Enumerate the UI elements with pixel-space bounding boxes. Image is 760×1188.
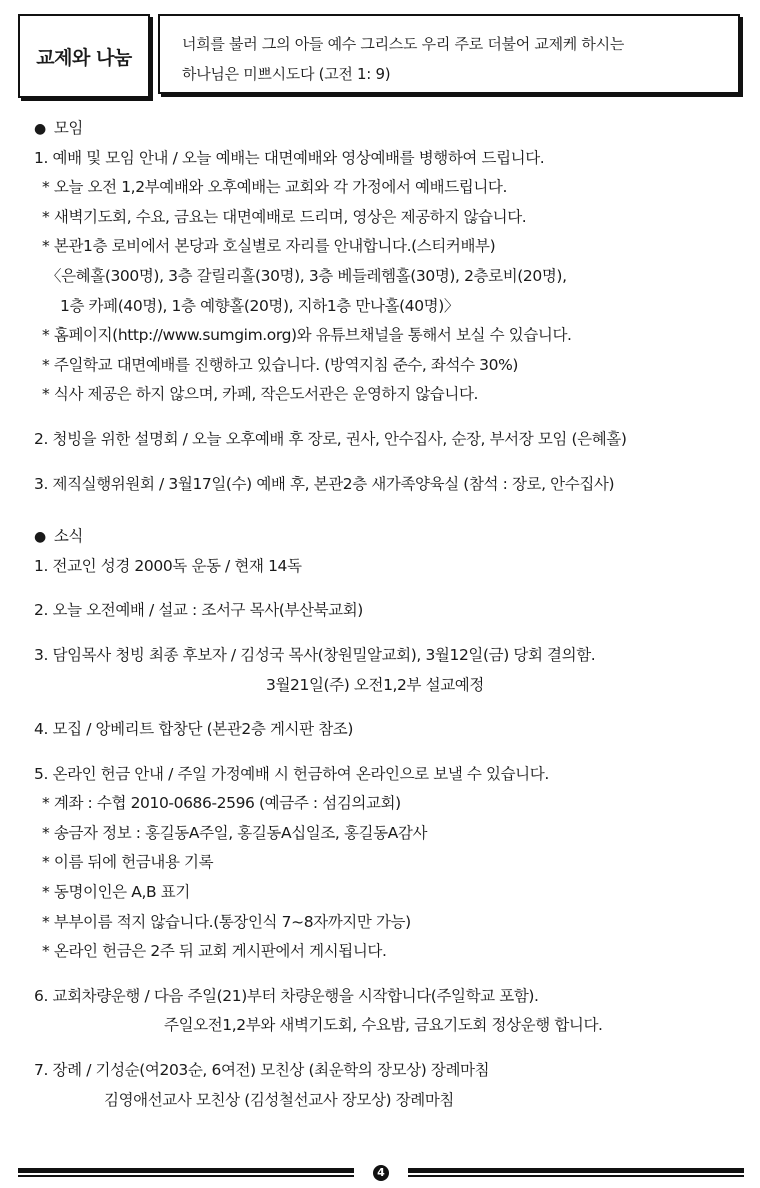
section-title: 교제와 나눔 <box>18 14 150 98</box>
header <box>18 14 744 98</box>
news-note: * 송금자 정보 : 홍길동A주일, 홍길동A십일조, 홍길동A감사 <box>42 823 428 842</box>
news-item-3-cont: 3월21일(주) 오전1,2부 설교예정 <box>266 675 484 694</box>
meeting-note: * 새벽기도회, 수요, 금요는 대면예배로 드리며, 영상은 제공하지 않습니다. <box>42 207 527 226</box>
news-item-6-cont: 주일오전1,2부와 새벽기도회, 수요밤, 금요기도회 정상운행 합니다. <box>164 1016 603 1035</box>
meeting-item-1: 1. 예배 및 모임 안내 / 오늘 예배는 대면예배와 영상예배를 병행하여 드립니다. <box>34 148 545 167</box>
footer-rule <box>18 1168 354 1178</box>
meeting-note: * 오늘 오전 1,2부예배와 오후예배는 교회와 각 가정에서 예배드립니다. <box>42 178 508 197</box>
meeting-note: * 식사 제공은 하지 않으며, 카페, 작은도서관은 운영하지 않습니다. <box>42 385 479 404</box>
news-note: * 계좌 : 수협 2010-0686-2596 (예금주 : 섬김의교회) <box>42 794 401 813</box>
scripture-verse <box>158 14 740 94</box>
news-item-7-cont: 김영애선교사 모친상 (김성철선교사 장모상) 장례마침 <box>104 1090 455 1109</box>
news-note: * 온라인 헌금은 2주 뒤 교회 게시판에서 게시됩니다. <box>42 942 387 961</box>
page-number: 4 <box>373 1165 389 1181</box>
verse-line: 하나님은 미쁘시도다 (고전 1: 9) <box>182 65 391 83</box>
meeting-item-2: 2. 청빙을 위한 설명회 / 오늘 오후예배 후 장로, 권사, 안수집사, 순장, 부서장 모임 (은혜홀) <box>34 429 627 448</box>
news-item-2: 2. 오늘 오전예배 / 설교 : 조서구 목사(부산북교회) <box>34 601 363 620</box>
seating-list: 〈은혜홀(300명), 3층 갈릴리홀(30명), 3층 베들레헴홀(30명), 2층로비(20명), <box>46 266 567 285</box>
news-item-5: 5. 온라인 헌금 안내 / 주일 가정예배 시 헌금하여 온라인으로 보낼 수 있습니다. <box>34 764 549 783</box>
meeting-item-3: 3. 제직실행위원회 / 3월17일(수) 예배 후, 본관2층 새가족양육실 (참석 : 장로, 안수집사) <box>34 474 615 493</box>
news-item-4: 4. 모집 / 앙베리트 합창단 (본관2층 게시판 참조) <box>34 720 353 739</box>
footer-rule <box>408 1168 744 1178</box>
page-footer <box>18 1164 744 1184</box>
news-note: * 동명이인은 A,B 표기 <box>42 883 190 902</box>
news-item-6: 6. 교회차량운행 / 다음 주일(21)부터 차량운행을 시작합니다(주일학교 포함). <box>34 986 539 1005</box>
seating-list: 1층 카페(40명), 1층 예향홀(20명), 지하1층 만나홀(40명)〉 <box>60 296 459 315</box>
meeting-note: * 본관1층 로비에서 본당과 호실별로 자리를 안내합니다.(스티커배부) <box>42 237 496 256</box>
meeting-heading: ● 모임 <box>34 114 744 144</box>
news-heading: ● 소식 <box>34 522 744 552</box>
news-item-7: 7. 장례 / 기성순(여203순, 6여전) 모친상 (최운학의 장모상) 장례마침 <box>34 1061 490 1080</box>
news-item-1: 1. 전교인 성경 2000독 운동 / 현재 14독 <box>34 556 302 575</box>
news-item-3: 3. 담임목사 청빙 최종 후보자 / 김성국 목사(창원밀알교회), 3월12일(금) 당회 결의함. <box>34 645 596 664</box>
news-note: * 부부이름 적지 않습니다.(통장인식 7~8자까지만 가능) <box>42 912 411 931</box>
meeting-note: * 주일학교 대면예배를 진행하고 있습니다. (방역지침 준수, 좌석수 30%) <box>42 355 519 374</box>
meeting-note: * 홈페이지(http://www.sumgim.org)와 유튜브채널을 통해서 보실 수 있습니다. <box>42 326 572 345</box>
bulletin-content <box>34 114 744 1115</box>
verse-line: 너희를 불러 그의 아들 예수 그리스도 우리 주로 더불어 교제케 하시는 <box>182 35 625 53</box>
news-note: * 이름 뒤에 헌금내용 기록 <box>42 853 214 872</box>
